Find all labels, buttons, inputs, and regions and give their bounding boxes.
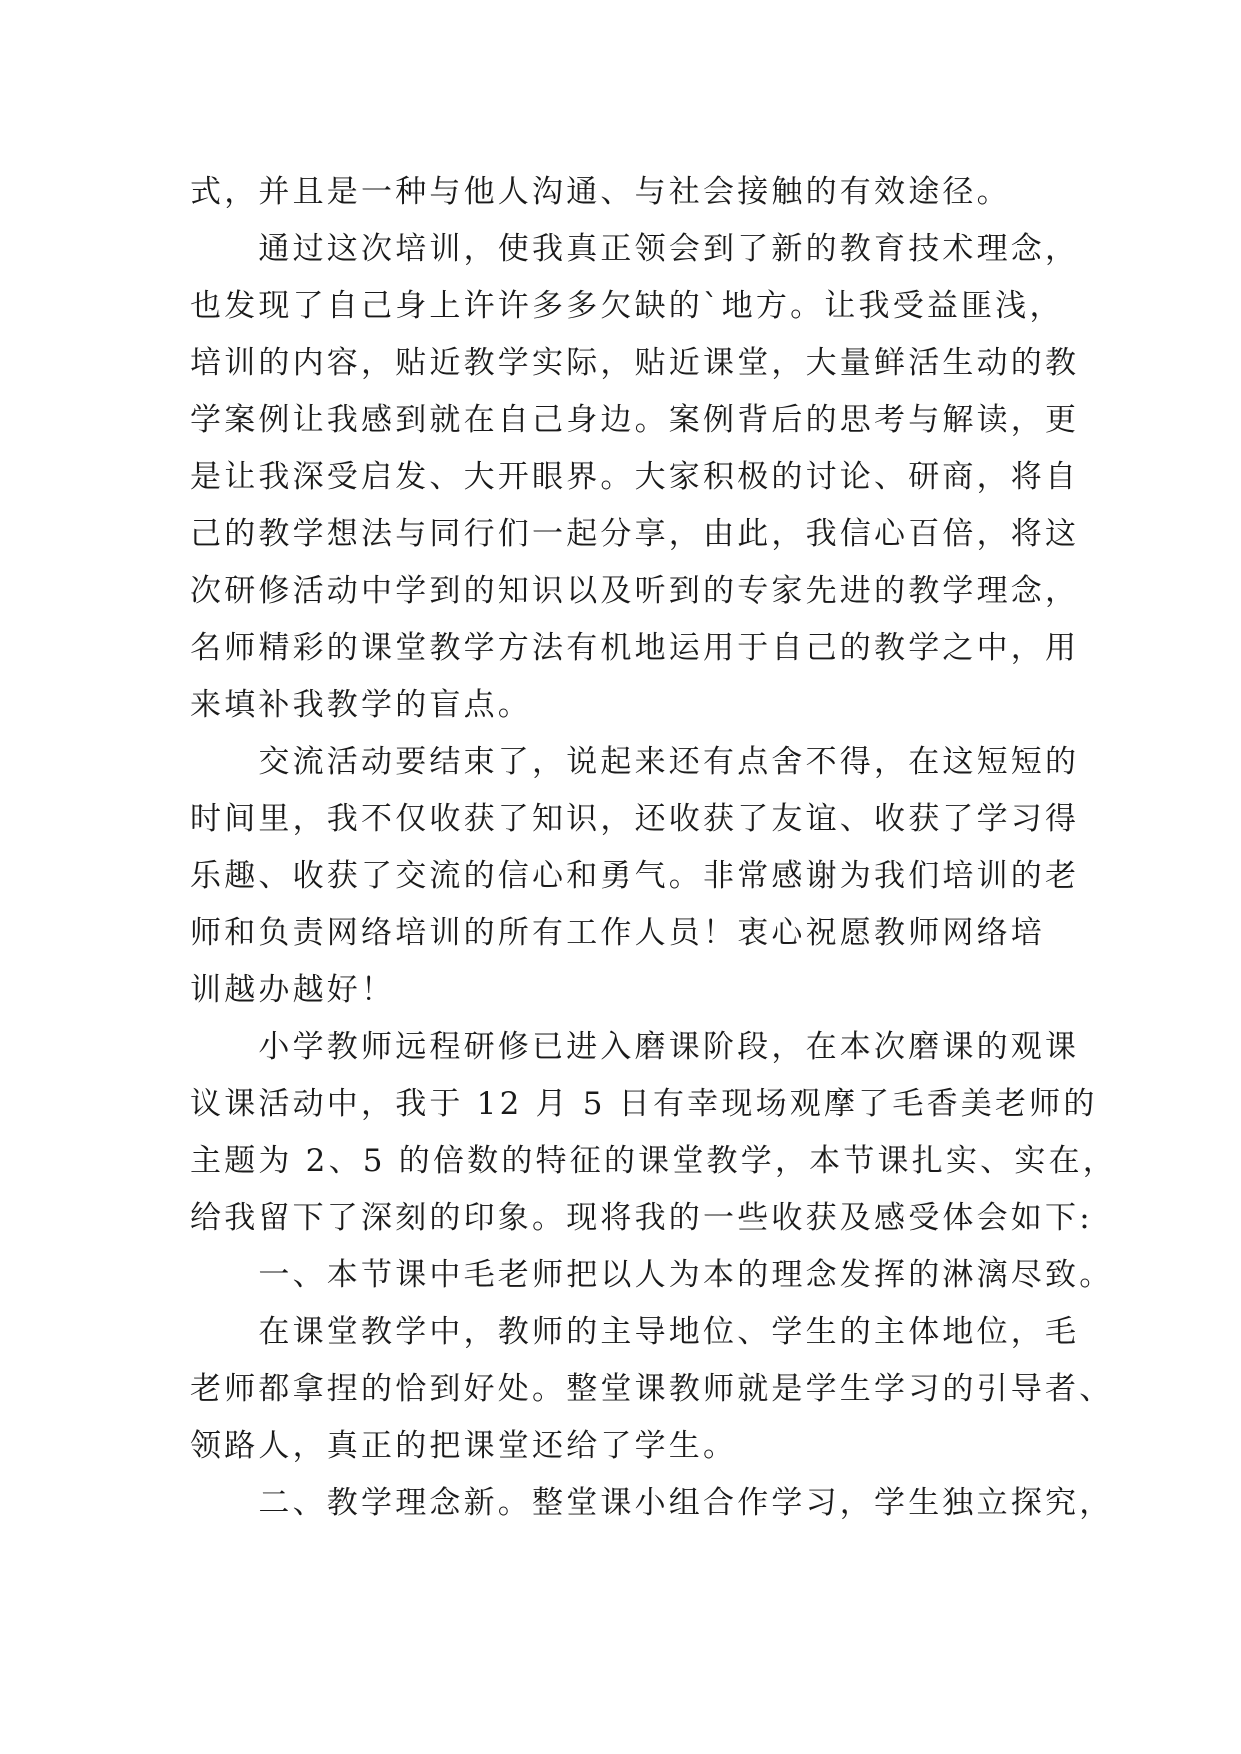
text-line: 议课活动中，我于 12 月 5 日有幸现场观摩了毛香美老师的 [190, 1086, 1098, 1122]
text-line: 名师精彩的课堂教学方法有机地运用于自己的教学之中，用 [190, 630, 1080, 666]
text-line: 通过这次培训，使我真正领会到了新的教育技术理念， [190, 231, 1080, 267]
text-line: 乐趣、收获了交流的信心和勇气。非常感谢为我们培训的老 [190, 858, 1080, 894]
text-line: 己的教学想法与同行们一起分享，由此，我信心百倍，将这 [190, 516, 1080, 552]
text-line: 学案例让我感到就在自己身边。案例背后的思考与解读，更 [190, 402, 1080, 438]
text-line: 师和负责网络培训的所有工作人员！衷心祝愿教师网络培 [190, 915, 1045, 951]
text-line: 老师都拿捏的恰到好处。整堂课教师就是学生学习的引导者、 [190, 1371, 1114, 1407]
text-line: 在课堂教学中，教师的主导地位、学生的主体地位，毛 [190, 1314, 1080, 1350]
text-line: 是让我深受启发、大开眼界。大家积极的讨论、研商，将自 [190, 459, 1080, 495]
text-line: 领路人，真正的把课堂还给了学生。 [190, 1428, 738, 1464]
text-line: 也发现了自己身上许许多多欠缺的`地方。让我受益匪浅， [190, 288, 1064, 324]
text-line: 交流活动要结束了，说起来还有点舍不得，在这短短的 [190, 744, 1080, 780]
text-line: 一、本节课中毛老师把以人为本的理念发挥的淋漓尽致。 [190, 1257, 1114, 1293]
text-line: 时间里，我不仅收获了知识，还收获了友谊、收获了学习得 [190, 801, 1080, 837]
text-line: 来填补我教学的盲点。 [190, 687, 532, 723]
text-line: 给我留下了深刻的印象。现将我的一些收获及感受体会如下: [190, 1200, 1093, 1236]
text-line: 主题为 2、5 的倍数的特征的课堂教学，本节课扎实、实在， [190, 1143, 1117, 1179]
text-line: 培训的内容，贴近教学实际，贴近课堂，大量鲜活生动的教 [190, 345, 1080, 381]
text-line: 小学教师远程研修已进入磨课阶段，在本次磨课的观课 [190, 1029, 1080, 1065]
text-line: 二、教学理念新。整堂课小组合作学习，学生独立探究， [190, 1485, 1114, 1521]
text-line: 训越办越好！ [190, 972, 396, 1008]
text-line: 式，并且是一种与他人沟通、与社会接触的有效途径。 [190, 174, 1011, 210]
text-line: 次研修活动中学到的知识以及听到的专家先进的教学理念， [190, 573, 1080, 609]
